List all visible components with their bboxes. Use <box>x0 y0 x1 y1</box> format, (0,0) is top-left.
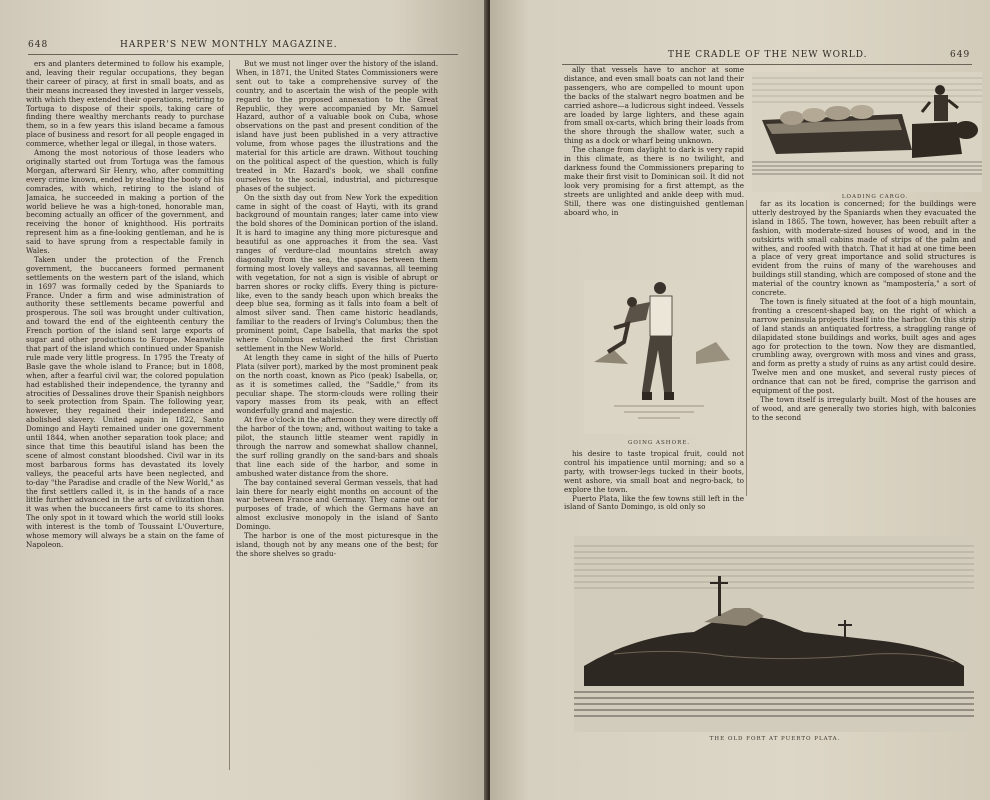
caption-loading-cargo: LOADING CARGO. <box>841 194 909 200</box>
right-column-1-top <box>564 66 744 292</box>
right-page <box>490 0 990 800</box>
illustration-old-fort <box>574 536 974 732</box>
paragraph: At length they came in sight of the hills of Puerto Plata (silver port), marked by the most prominent peak on the north coast, known as Pico (peak) Isabella, or, as it is sometimes called, the "Saddle," from its peculiar shape. The storm-clouds were rolling their vapory masses from its peak, with an effect wonderfully grand and majestic. <box>236 352 438 416</box>
paragraph: The change from daylight to dark is very rapid in this climate, as there is no twilight, and darkness found the Commissioners preparing to make their first visit to Dominican soil. It did not look very promising for a first attempt, as the streets are unlighted and ankle deep with mud. Still, there was one distinguished gentleman aboard who, in <box>564 145 744 217</box>
running-head: THE CRADLE OF THE NEW WORLD. <box>668 50 868 60</box>
paragraph: Among the most notorious of those leaders who originally started out from Tortuga was the famous Morgan, afterward Sir Henry, who, after committing every crime known, ended by stealing the booty of his comrades, with which, retiring to the island of Jamaica, he succeeded in making a portion of the world believe he was a high-toned, honorable man, becoming actually an officer of the government, and receiving the honor of knighthood. His portraits represent him as a fine-looking gentleman, and he is said to have sprung from a respectable family in Wales. <box>26 148 224 256</box>
paragraph: his desire to taste tropical fruit, could not control his impatience until morning; and so a party, with trowser-legs tucked in their boots, went ashore, via small boat and negro-back, to explore the town. <box>564 450 744 494</box>
paragraph: The town itself is irregularly built. Most of the houses are of wood, and are generally two stories high, with balconies to the second <box>752 394 976 422</box>
boat-engraving <box>752 72 982 192</box>
illustration-going-ashore <box>584 280 734 434</box>
paragraph: The harbor is one of the most picturesque in the island, though not by any means one of the best; for the shore shelves so gradu- <box>236 531 438 558</box>
paragraph: far as its location is concerned; for the buildings were utterly destroyed by the Spaniards when they evacuated the island in 1865. The town, however, has been rebuilt after a fashion, with moderate-sized houses of wood, and in the outskirts with small cabins made of strips of the palm and withes, and roofed with thatch. That it had at one time been a place of very great importance and solid structures is evident from the ruins of many of the warehouses and buildings still standing, which are composed of stone and the material of the country known as "mampostería," a sort of concrete. <box>752 200 976 298</box>
illustration-loading-cargo <box>752 72 982 192</box>
running-head: HARPER'S NEW MONTHLY MAGAZINE. <box>120 40 338 50</box>
left-column-2 <box>236 60 438 768</box>
paragraph: ally that vessels have to anchor at some distance, and even small boats can not land their passengers, who are compelled to mount upon the backs of the stalwart negro boatmen and be carried ashore—a ludicrous sight indeed. Vessels are loaded by large lighters, and these again from small ox-carts, which bring their loads from the shore through the shallow water, such a thing as a dock or wharf being unknown. <box>564 66 744 146</box>
paragraph: But we must not linger over the history of the island. When, in 1871, the United States Commissioners were sent out to take a comprehensive survey of the country, and to ascertain the wish of the people with regard to the proposed annexation to the Great Republic, they were accompanied by Mr. Samuel Hazard, author of a valuable book on Cuba, whose observations on the past and present condition of the island have just been published in a very attractive volume, from whose pages the illustrations and the material for this article are drawn. Without touching on the political aspect of the question, which is fully treated in Mr. Hazard's book, we shall confine ourselves to the social, industrial, and picturesque phases of the subject. <box>236 60 438 193</box>
caption-old-fort: THE OLD FORT AT PUERTO PLATA. <box>709 736 841 742</box>
column-rule <box>229 60 230 770</box>
paragraph: The bay contained several German vessels, that had lain there for nearly eight months on account of the war between France and Germany. They came out for purposes of trade, of which the Germans have an almost exclusive monopoly in the island of Santo Domingo. <box>236 477 438 532</box>
paragraph: Puerto Plata, like the few towns still left in the island of Santo Domingo, is old only so <box>564 493 744 512</box>
left-column-1 <box>26 60 224 772</box>
right-column-1-bottom <box>564 450 744 526</box>
fort-engraving <box>574 536 974 732</box>
caption-going-ashore: GOING ASHORE. <box>628 440 690 446</box>
left-page <box>0 0 488 800</box>
going-ashore-engraving <box>584 280 734 434</box>
page-number: 648 <box>28 40 49 50</box>
column-rule <box>746 200 747 496</box>
header-rule <box>562 64 972 65</box>
paragraph: At five o'clock in the afternoon they were directly off the harbor of the town; and, without waiting to take a pilot, the staunch little steamer went rapidly in through the narrow and somewhat shallow channel, the surf rolling grandly on the sand-bars and shoals that line each side of the harbor, and some in ambushed water distance from the shore. <box>236 415 438 478</box>
right-column-2 <box>752 200 976 526</box>
page-number: 649 <box>950 50 971 60</box>
paragraph: ers and planters determined to follow his example, and, leaving their regular occupations, they began their career of piracy, at first in small boats, and as their means increased they invested in larger vessels, with which they extended their operations, retiring to Tortuga to dispose of their spoils, taking care of finding there wealthy merchants ready to purchase them, so in a few years this island became a famous place of business and resort for all people engaged in commerce, whether legal or illegal, in those waters. <box>26 60 224 149</box>
paragraph: On the sixth day out from New York the expedition came in sight of the coast of Hayti, with its grand background of mountain ranges; later came into view the bold shores of the Dominican portion of the island. It is hard to imagine any thing more picturesque and beautiful as one approaches it from the sea. Vast ranges of verdure-clad mountains stretch away diagonally from the sea, the spaces between them forming most lovely valleys and savannas, all teeming with vegetation, for not a sign is visible of abrupt or barren shores or rocky cliffs. Every thing is picture-like, even to the sandy beach upon which breaks the deep blue sea, forming as it falls into foam a belt of almost silver sand. Then came historic headlands, familiar to the readers of Irving's Columbus; then the prominent point, Cape Isabella, that marks the spot where Columbus established the first Christian settlement in the New World. <box>236 192 438 353</box>
header-rule <box>28 54 458 55</box>
paragraph: Taken under the protection of the French government, the buccaneers formed permanent settlements on the western part of the island, which in 1697 was formally ceded by the Spaniards to France. Under a firm and wise administration of authority these settlements became powerful and prosperous. The soil was brought under cultivation, and toward the end of the eighteenth century the French portion of the island sent large exports of sugar and other productions to Europe. Meanwhile that part of the island which continued under Spanish rule made very little progress. In 1795 the Treaty of Basle gave the whole island to France; but in 1808, when, after a fearful civil war, the colored population had established their independence, the tyranny and atrocities of Dessalines drove their Spanish neighbors to seek protection from Spain. The following year, however, they regained their independence and abolished slavery. United again in 1822, Santo Domingo and Hayti remained under one government until 1844, when another separation took place; and since that time this beautiful island has been the scene of almost constant bloodshed. Civil war in its most barbarous forms has devastated its lovely valleys, the peaceful arts have been neglected, and to-day "the Paradise and cradle of the New World," as the first settlers called it, is in the hands of a race little further advanced in the arts of civilization than it was when the buccaneers first came to its shores. The only spot in it toward which the world still looks with interest is the tomb of Toussaint L'Ouverture, whose memory will always be a stain on the fame of Napoleon. <box>26 254 224 549</box>
paragraph: The town is finely situated at the foot of a high mountain, fronting a crescent-shaped bay, on the right of which a narrow peninsula projects itself into the harbor. On this strip of land stands an antiquated fortress, a straggling range of dilapidated stone buildings and works, built ages and ages ago for protection to the town. Now they are dismantled, crumbling away, overgrown with moss and vines and grass, and form as pretty a study of ruins as any artist could desire. Twelve men and one musket, and several rusty pieces of ordnance that can not be fired, comprise the garrison and equipment of the post. <box>752 296 976 396</box>
